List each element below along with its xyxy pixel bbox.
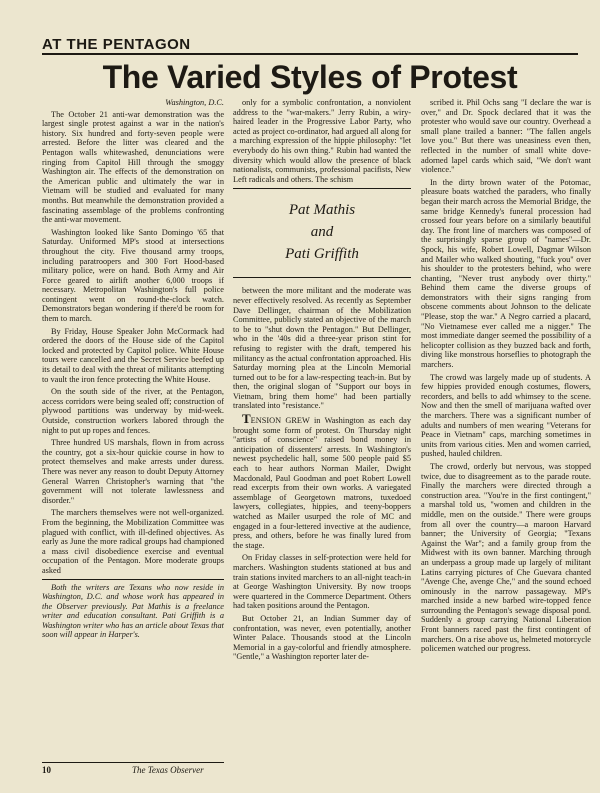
paragraph: On the south side of the river, at the Pentagon, access corridors were being sealed off; construction of plywood partitions was underway by mid-week. Outside, construction workers labored through the night to put up ropes and fences.	[42, 387, 224, 435]
paragraph: But October 21, an Indian Summer day of confrontation, was never, even potentially, another Winter Palace. Thousands stood at the Lincoln Memorial in a gay-colorful and friendly atmosphere. "Gentle," a Washington reporter later de-	[233, 613, 411, 662]
bio-divider	[42, 579, 224, 580]
drop-cap: T	[242, 411, 251, 427]
headline: The Varied Styles of Protest	[102, 59, 518, 95]
page-footer	[42, 762, 224, 775]
paragraph: The crowd, orderly but nervous, was stopped twice, due to disagreement as to the parade route. Finally the marchers were directed through a construction area. "You're in the first contingent," a marshal told us, "women and children in the middle, men on the outside." There were groups from all over the country—a maroon Harvard banner; the University of Georgia; "Texans Against the War"; and a family group from the Midwest with its own banner. Marching through an underpass a group made up largely of militant Latins carrying pictures of Che Guevara chanted "Avenge Che, avenge Che," and the sound echoed ominously in the narrow passageway. MP's marched inside a new barbed wire-topped fence surrounding the Pentagon's sewage disposal pond. Suddenly a group carrying National Liberation Front banners raced past the first contingent of marchers. On a rise above us, helmeted motorcycle policemen watched our progress.	[421, 461, 591, 654]
paragraph: The marchers themselves were not well-organized. From the beginning, the Mobilization Committee was plagued with conflict, with ill-defined objectives. As early as June the more radical groups had championed a mass civil disobedience exercise and eventual occupation of the Pentagon. More moderate groups asked	[42, 508, 224, 575]
paragraph: The October 21 anti-war demonstration was the largest single protest against a war in the nation's history. Six hundred and forty-seven people were arrested. Before the litter was cleared and the Pentagon walls whitewashed, denunciations were ringing from Capitol Hill through the smoggy Washington air. The effects of the demonstration on the American public and ultimately the war in Vietnam will be studied and evaluated for many months. But meanwhile the demonstration provided a fascinating assemblage of the problems confronting the anti-war movement.	[42, 109, 224, 225]
author-bio: Both the writers are Texans who now reside in Washington, D.C. and whose work has appeared in the Observer previously. Pat Mathis is a freelance writer and education consultant. Pati Griffith is a Washington writer who has an article about Texas that soon will appear in Harper's.	[42, 582, 224, 640]
header-rule	[42, 53, 578, 55]
page-number: 10	[42, 765, 51, 775]
article-column-3	[421, 98, 591, 770]
publication-name: The Texas Observer	[132, 765, 204, 775]
paragraph: On Friday classes in self-protection were held for marchers. Washington students stationed at bus and train stations invited marchers to an all-night teach-in at George Washington University. By now troops were quartered in the Commerce Department. Others had taken positions around the Pentagon.	[233, 553, 411, 611]
article-column-2	[233, 98, 411, 770]
paragraph: Three hundred US marshals, flown in from across the country, got a six-hour quickie course in how to protect themselves and make arrests under duress. There was never any reason to doubt Deputy Attorney General Warren Christopher's warning that "the government will not tolerate lawlessness and disorder."	[42, 438, 224, 505]
article-column-1	[42, 98, 224, 748]
paragraph-text: ENSION GREW in Washington as each day brought some form of protest. On Thursday night "artists of conscience" raised bond money in anticipation of dissenters' arrests. In Washington's newest psychedelic hall, some 500 people paid $5 each to hear authors Norman Mailer, Dwight Macdonald, Paul Goodman and poet Robert Lowell read excerpts from their own works. A variegated assemblage of Georgetown matrons, tuxedoed lawyers, collegiates, hippies, and teeny-boppers watched as Mailer usurped the role of MC and engaged in a four-lettered invective at the audience, press, and others, before he was finally lured from the stage.	[233, 416, 411, 550]
byline-conjunction: and	[310, 224, 334, 241]
paragraph: only for a symbolic confrontation, a nonviolent address to the "war-makers." Jerry Rubin, a wiry-haired leader in the Progressive Labor Party, who acted as project co-ordinator, had argued all along for a marching expression of the hippie philosophy: "let everybody do his own thing." Rubin had wanted the diversity which would allow the presence of black nationalists, communists, professional pacifists, New Left radicals and others. The schism	[233, 98, 411, 184]
paragraph-with-dropcap	[233, 411, 411, 550]
byline-box	[233, 188, 411, 278]
paragraph: In the dirty brown water of the Potomac, pleasure boats watched the paraders, who finally began their march across the Memorial Bridge, the same bridge Kennedy's funeral procession had crossed four years before on a similarly beautiful day. The front line of marchers was composed of the surprisingly sparse group of "names"—Dr. Spock, his wife, Robert Lowell, Dagmar Wilson and Mailer who walked shouting, "fuck you" over his shoulder to the protesters behind, who were chanting, "Never trust anybody over thirty." Behind them came the diverse groups of demonstrators with their signs ranging from obscene comments about Johnson to the delicate "Please, stop the war." A Negro carried a placard, "No Vietnamese ever called me a nigger." The most immediate danger seemed the possibility of a helicopter collision as they buzzed back and forth, diving like monstrous horseflies to photograph the marchers.	[421, 177, 591, 370]
paragraph: Washington looked like Santo Domingo '65 that Saturday. Uniformed MP's stood at intersections throughout the city. Five thousand army troops, including paratroopers and 300 Fort Hood-based military police, were on hand. Both Army and Air Force geared to airlift another 6,000 troops if necessary. Metropolitan Washington's full police contingent went on round-the-clock watch. Demonstrators began wondering if there'd be room for them to march.	[42, 227, 224, 324]
paragraph: between the more militant and the moderate was never effectively resolved. As recently as September Dave Dellinger, chairman of the Mobilization Committee, publicly stated an objective of the march to be to "shut down the Pentagon." But Dellinger, who in the '40s did a three-year prison stint for refusing to register with the draft, tempered his militancy as the actual confrontation approached. His Saturday morning plea at the Lincoln Memorial turned out to be for a law-respecting teach-in. But by then, the original slogan of "Support our boys in Vietnam, bring them home" had been partially translated into "resistance."	[233, 286, 411, 411]
paragraph: scribed it. Phil Ochs sang "I declare the war is over," and Dr. Spock declared that it was the protester who would save our country. Overhead a small plane trailed a banner: "The fallen angels love you." But there was uneasiness even then, reflected in the number of small white dove-adorned lapel cards which said, "We don't want violence."	[421, 98, 591, 175]
byline-author-2: Pati Griffith	[285, 246, 359, 263]
section-kicker: AT THE PENTAGON	[42, 36, 191, 53]
byline-author-1: Pat Mathis	[288, 202, 356, 219]
dateline: Washington, D.C.	[165, 98, 224, 107]
paragraph: By Friday, House Speaker John McCormack had ordered the doors of the House side of the Capitol locked and protected by Capitol police. White House tours were cancelled and the Secret Service beefed up its detail to deal with the threat of militants attempting to vault the iron fence protecting the White House.	[42, 326, 224, 384]
paragraph: The crowd was largely made up of students. A few hippies provided enough costumes, flowers, recorders, and bells to add whimsey to the scene. Now and then the smell of marijuana wafted over the marchers. There was a significant number of adults and numbers of men wearing "Veterans for Peace in Vietnam" caps, marching sometimes in units from various cities. Men and women carried, pushed, hauled children.	[421, 372, 591, 459]
